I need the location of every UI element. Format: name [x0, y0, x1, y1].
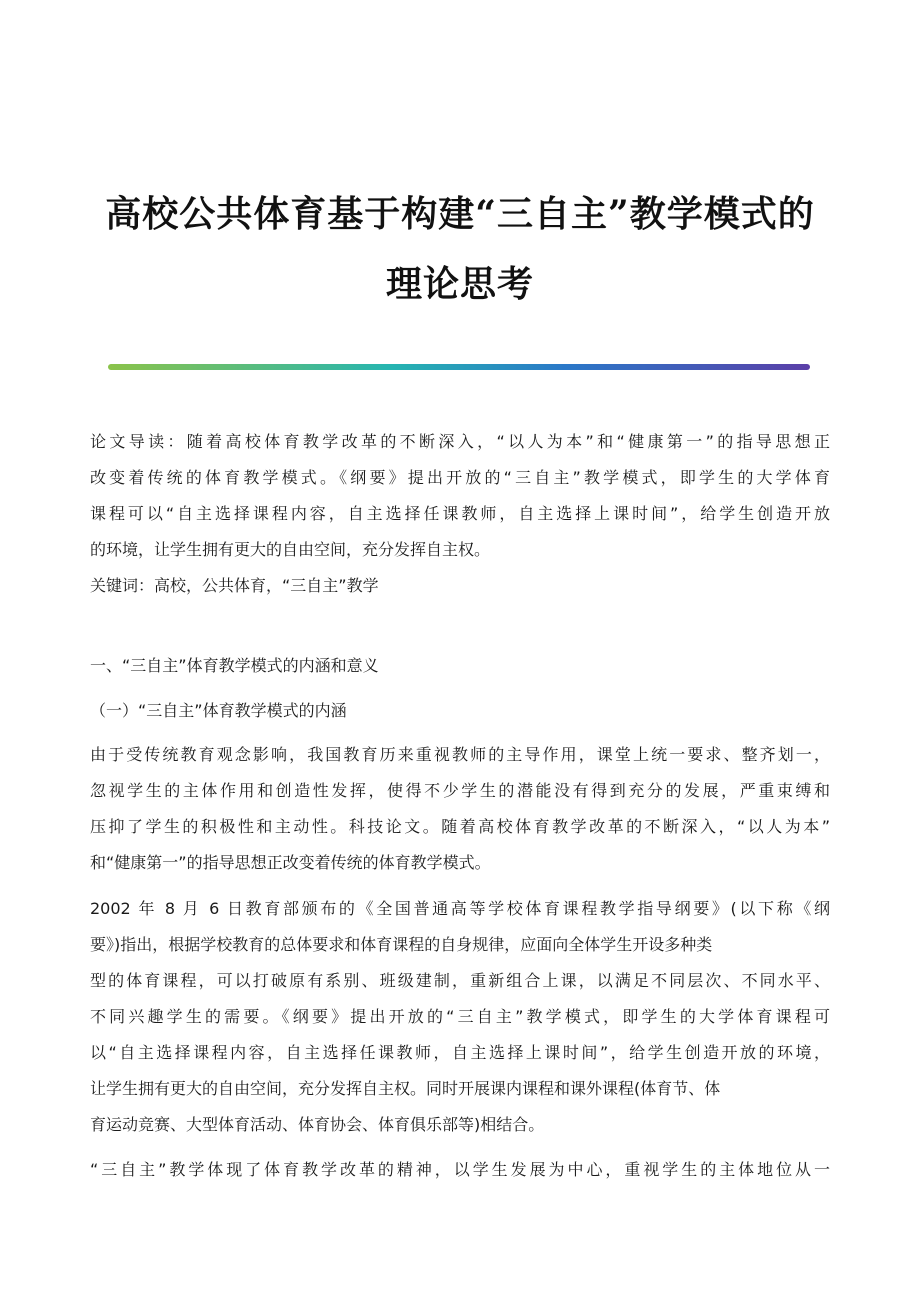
abstract-line: 的环境，让学生拥有更大的自由空间，充分发挥自主权。 [90, 540, 491, 559]
paragraph-line: 育运动竞赛、大型体育活动、体育协会、体育俱乐部等)相结合。 [90, 1115, 545, 1134]
title-divider [108, 364, 810, 370]
abstract-line: 课程可以“自主选择课程内容，自主选择任课教师，自主选择上课时间”，给学生创造开放 [90, 504, 830, 523]
paragraph-line: 和“健康第一”的指导思想正改变着传统的体育教学模式。 [90, 853, 491, 872]
paragraph-line: 以“自主选择课程内容，自主选择任课教师，自主选择上课时间”，给学生创造开放的环境， [90, 1043, 830, 1062]
section-heading: 一、“三自主”体育教学模式的内涵和意义 [90, 656, 379, 675]
keywords: 关键词：高校，公共体育，“三自主”教学 [90, 576, 379, 595]
paragraph-line: 型的体育课程，可以打破原有系别、班级建制，重新组合上课，以满足不同层次、不同水平、 [90, 971, 830, 990]
paragraph-line: 让学生拥有更大的自由空间，充分发挥自主权。同时开展课内课程和课外课程(体育节、体 [90, 1079, 721, 1098]
paragraph-line: 不同兴趣学生的需要。《纲要》提出开放的“三自主”教学模式，即学生的大学体育课程可 [90, 1007, 830, 1026]
paragraph-line: 2002 年 8 月 6 日教育部颁布的《全国普通高等学校体育课程教学指导纲要》(以下称《纲 [90, 899, 830, 918]
paragraph-line: “三自主”教学体现了体育教学改革的精神，以学生发展为中心，重视学生的主体地位从一 [90, 1160, 830, 1179]
document-title-line-1: 高校公共体育基于构建“三自主”教学模式的 [105, 193, 815, 235]
subsection-heading: （一）“三自主”体育教学模式的内涵 [90, 701, 347, 720]
paragraph-line: 压抑了学生的积极性和主动性。科技论文。随着高校体育教学改革的不断深入，“以人为本” [90, 817, 830, 836]
document-title-line-2: 理论思考 [385, 263, 534, 305]
abstract-line: 论文导读：随着高校体育教学改革的不断深入，“以人为本”和“健康第一”的指导思想正 [90, 432, 830, 451]
paragraph-line: 由于受传统教育观念影响，我国教育历来重视教师的主导作用，课堂上统一要求、整齐划一， [90, 745, 830, 764]
paragraph-line: 要》)指出，根据学校教育的总体要求和体育课程的自身规律，应面向全体学生开设多种类 [90, 935, 713, 954]
paragraph-line: 忽视学生的主体作用和创造性发挥，使得不少学生的潜能没有得到充分的发展，严重束缚和 [90, 781, 830, 800]
abstract-line: 改变着传统的体育教学模式。《纲要》提出开放的“三自主”教学模式，即学生的大学体育 [90, 468, 830, 487]
